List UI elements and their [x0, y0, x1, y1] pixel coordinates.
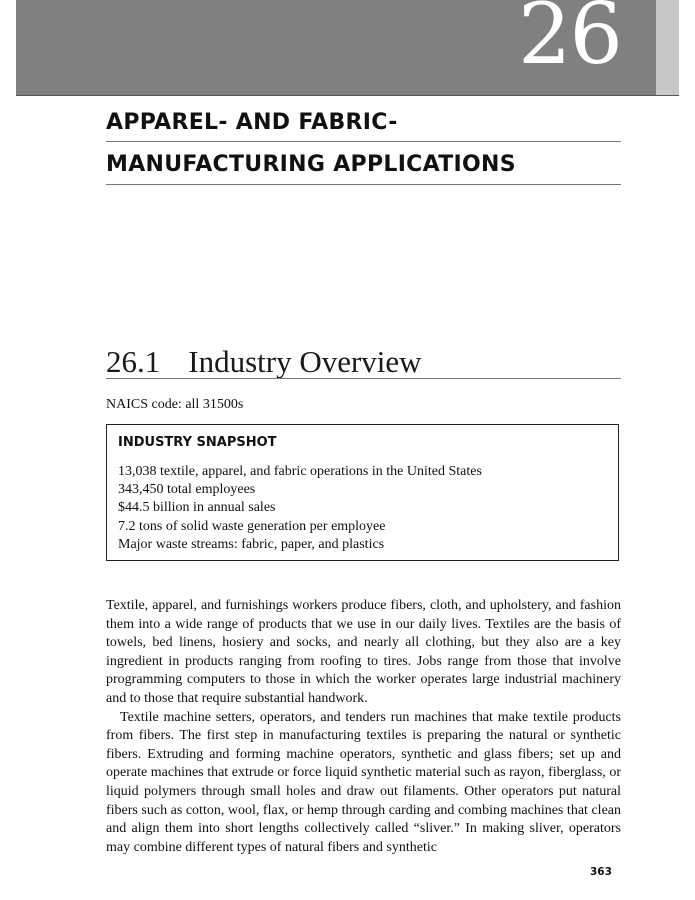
title-rule-2: [106, 184, 621, 185]
naics-code: NAICS code: all 31500s: [106, 397, 244, 412]
section-heading: [106, 344, 422, 380]
body-paragraph-2: Textile machine setters, operators, and tenders run machines that make textile products from fibers. The first step in manufacturing textiles is preparing the natural or synthetic fibers. Extruding and forming machine operators, synthetic and glass fibers; set up and operate machines that extrude or force liquid synthetic material such as rayon, fiberglass, or liquid polymers through small holes and draw out filaments. Other operators put natural fibers such as cotton, wool, flax, or hemp through carding and combing machines that clean and align them into short lengths collectively called “sliver.” In making sliver, operators may combine different types of natural fibers and synthetic: [106, 709, 621, 855]
snapshot-item: 13,038 textile, apparel, and fabric operations in the United States: [118, 464, 482, 479]
body-paragraph-1: Textile, apparel, and furnishings workers produce fibers, cloth, and upholstery, and fashion them into a wide range of products that we use in our daily lives. Textiles are the basis of towels, bed linens, hosiery and socks, and nearly all clothing, but they also are a key ingredient in products ranging from roofing to tires. Jobs range from those that involve programming computers to those in which the worker operates large industrial machinery and to those that require substantial handwork.: [106, 598, 621, 706]
snapshot-item: 7.2 tons of solid waste generation per employee: [118, 518, 386, 534]
body-text: [106, 597, 621, 857]
section-rule: [106, 378, 621, 379]
snapshot-item: $44.5 billion in annual sales: [118, 500, 276, 516]
chapter-banner-tab: [656, 0, 679, 95]
chapter-number: 26: [518, 0, 621, 83]
title-rule-1: [106, 141, 621, 142]
snapshot-item: Major waste streams: fabric, paper, and plastics: [118, 536, 385, 552]
section-number: 26.1: [106, 344, 161, 379]
page-number: 363: [590, 866, 612, 878]
snapshot-list: [118, 463, 482, 554]
industry-snapshot-box: [106, 424, 619, 561]
snapshot-title: INDUSTRY SNAPSHOT: [118, 435, 277, 450]
chapter-title-line1: APPAREL- AND FABRIC-: [106, 110, 398, 135]
snapshot-item: 343,450 total employees: [118, 482, 256, 498]
chapter-title-line2: MANUFACTURING APPLICATIONS: [106, 152, 516, 177]
section-title: Industry Overview: [188, 344, 422, 379]
